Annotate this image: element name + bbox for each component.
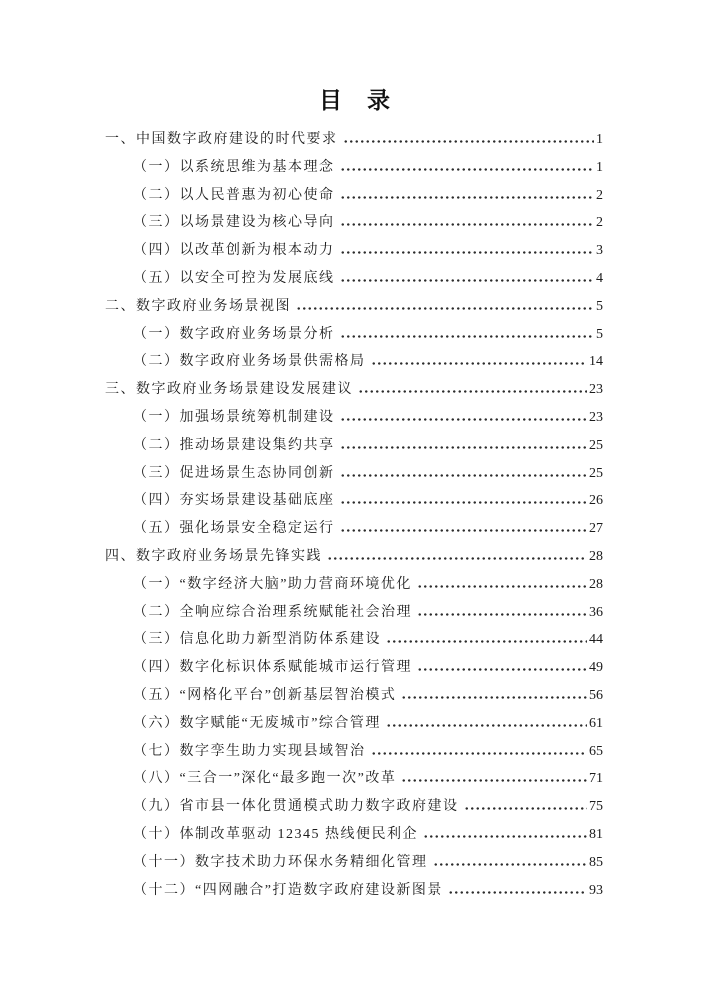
dot-leader	[386, 640, 587, 643]
toc-page-number: 56	[589, 687, 603, 703]
toc-entry-label: （四）数字化标识体系赋能城市运行管理	[133, 660, 412, 676]
toc-entry[interactable]	[105, 154, 603, 182]
dot-leader	[358, 390, 587, 393]
toc-entry-label: （二）全响应综合治理系统赋能社会治理	[133, 604, 412, 620]
toc-entry[interactable]	[105, 126, 603, 154]
toc-entry-label: （十一）数字技术助力环保水务精细化管理	[133, 854, 428, 870]
dot-leader	[401, 696, 587, 699]
toc-page-number: 5	[596, 298, 603, 314]
toc-entry-label: （一）数字政府业务场景分析	[133, 326, 335, 342]
toc-page-number: 49	[589, 660, 603, 676]
toc-entry[interactable]	[105, 738, 603, 766]
toc-entry-label: （二）数字政府业务场景供需格局	[133, 354, 366, 370]
toc-entry[interactable]	[105, 793, 603, 821]
toc-page-number: 93	[589, 882, 603, 898]
toc-entry[interactable]	[105, 765, 603, 793]
toc-entry-label: （四）以改革创新为根本动力	[133, 243, 335, 259]
dot-leader	[340, 279, 595, 282]
dot-leader	[340, 251, 595, 254]
toc-entry-label: 四、数字政府业务场景先锋实践	[105, 548, 322, 564]
toc-entry-label: （五）强化场景安全稳定运行	[133, 521, 335, 537]
dot-leader	[417, 613, 587, 616]
toc-entry[interactable]	[105, 237, 603, 265]
dot-leader	[340, 196, 595, 199]
dot-leader	[448, 891, 587, 894]
toc-entry[interactable]	[105, 209, 603, 237]
toc-entry-label: （六）数字赋能“无废城市”综合管理	[133, 715, 381, 731]
toc-page-number: 26	[589, 493, 603, 509]
dot-leader	[296, 307, 594, 310]
toc-page-number: 23	[589, 409, 603, 425]
dot-leader	[340, 446, 588, 449]
dot-leader	[417, 585, 587, 588]
toc-page-number: 5	[596, 326, 603, 342]
toc-page-number: 14	[589, 354, 603, 370]
toc-entry[interactable]	[105, 599, 603, 627]
toc-entry[interactable]	[105, 821, 603, 849]
toc-page-number: 28	[589, 548, 603, 564]
toc-page-number: 65	[589, 743, 603, 759]
toc-entry-label: （一）加强场景统筹机制建设	[133, 409, 335, 425]
toc-entry[interactable]	[105, 460, 603, 488]
toc-entry-label: （二）以人民普惠为初心使命	[133, 187, 335, 203]
toc-entry-label: （三）以场景建设为核心导向	[133, 215, 335, 231]
toc-page-number: 75	[589, 799, 603, 815]
toc-entry-label: （九）省市县一体化贯通模式助力数字政府建设	[133, 799, 459, 815]
toc-entry[interactable]	[105, 348, 603, 376]
dot-leader	[340, 529, 588, 532]
toc-list	[0, 126, 710, 904]
toc-page-number: 61	[589, 715, 603, 731]
toc-entry-label: （五）以安全可控为发展底线	[133, 270, 335, 286]
toc-entry[interactable]	[105, 710, 603, 738]
toc-entry[interactable]	[105, 321, 603, 349]
toc-page-number: 23	[589, 382, 603, 398]
toc-entry-label: （三）促进场景生态协同创新	[133, 465, 335, 481]
toc-entry[interactable]	[105, 877, 603, 905]
dot-leader	[371, 362, 588, 365]
toc-page-number: 25	[589, 465, 603, 481]
toc-entry-label: （七）数字孪生助力实现县域智治	[133, 743, 366, 759]
dot-leader	[464, 807, 588, 810]
dot-leader	[371, 752, 588, 755]
toc-entry[interactable]	[105, 626, 603, 654]
toc-entry[interactable]	[105, 515, 603, 543]
toc-entry-label: 一、中国数字政府建设的时代要求	[105, 132, 338, 147]
toc-entry-label: （一）“数字经济大脑”助力营商环境优化	[133, 576, 412, 592]
toc-page-number: 1	[596, 132, 603, 147]
toc-page-number: 85	[589, 854, 603, 870]
dot-leader	[340, 335, 595, 338]
dot-leader	[386, 724, 587, 727]
toc-page-number: 27	[589, 521, 603, 537]
toc-entry[interactable]	[105, 682, 603, 710]
toc-entry-label: 二、数字政府业务场景视图	[105, 298, 291, 314]
dot-leader	[340, 474, 588, 477]
dot-leader	[340, 501, 588, 504]
toc-entry-label: （十二）“四网融合”打造数字政府建设新图景	[133, 882, 443, 898]
toc-entry[interactable]	[105, 487, 603, 515]
dot-leader	[343, 140, 595, 143]
toc-entry-label: （三）信息化助力新型消防体系建设	[133, 632, 381, 648]
toc-title: 目 录	[319, 87, 391, 113]
toc-page-number: 1	[596, 159, 603, 175]
toc-page-number: 2	[596, 187, 603, 203]
toc-page-number: 3	[596, 243, 603, 259]
dot-leader	[433, 863, 588, 866]
toc-page-number: 71	[589, 771, 603, 787]
dot-leader	[423, 835, 587, 838]
toc-entry[interactable]	[105, 265, 603, 293]
toc-page-number: 81	[589, 826, 603, 842]
toc-entry-label: （四）夯实场景建设基础底座	[133, 493, 335, 509]
toc-entry[interactable]	[105, 293, 603, 321]
toc-page-number: 25	[589, 437, 603, 453]
toc-entry[interactable]	[105, 654, 603, 682]
toc-entry-label: （十）体制改革驱动 12345 热线便民利企	[133, 826, 418, 842]
toc-entry[interactable]	[105, 376, 603, 404]
toc-entry-label: （二）推动场景建设集约共享	[133, 437, 335, 453]
dot-leader	[401, 779, 587, 782]
dot-leader	[417, 668, 587, 671]
toc-entry[interactable]	[105, 543, 603, 571]
toc-entry-label: （五）“网格化平台”创新基层智治模式	[133, 687, 397, 703]
dot-leader	[340, 223, 595, 226]
toc-page-number: 2	[596, 215, 603, 231]
toc-entry[interactable]	[105, 849, 603, 877]
toc-entry[interactable]	[105, 432, 603, 460]
toc-page-number: 28	[589, 576, 603, 592]
toc-entry-label: 三、数字政府业务场景建设发展建议	[105, 382, 353, 398]
toc-entry[interactable]	[105, 404, 603, 432]
toc-entry-label: （一）以系统思维为基本理念	[133, 159, 335, 175]
toc-page-number: 36	[589, 604, 603, 620]
dot-leader	[340, 418, 588, 421]
toc-entry-label: （八）“三合一”深化“最多跑一次”改革	[133, 771, 397, 787]
toc-page-number: 4	[596, 270, 603, 286]
toc-entry[interactable]	[105, 182, 603, 210]
toc-entry[interactable]	[105, 571, 603, 599]
dot-leader	[327, 557, 587, 560]
toc-page-number: 44	[589, 632, 603, 648]
dot-leader	[340, 168, 595, 171]
